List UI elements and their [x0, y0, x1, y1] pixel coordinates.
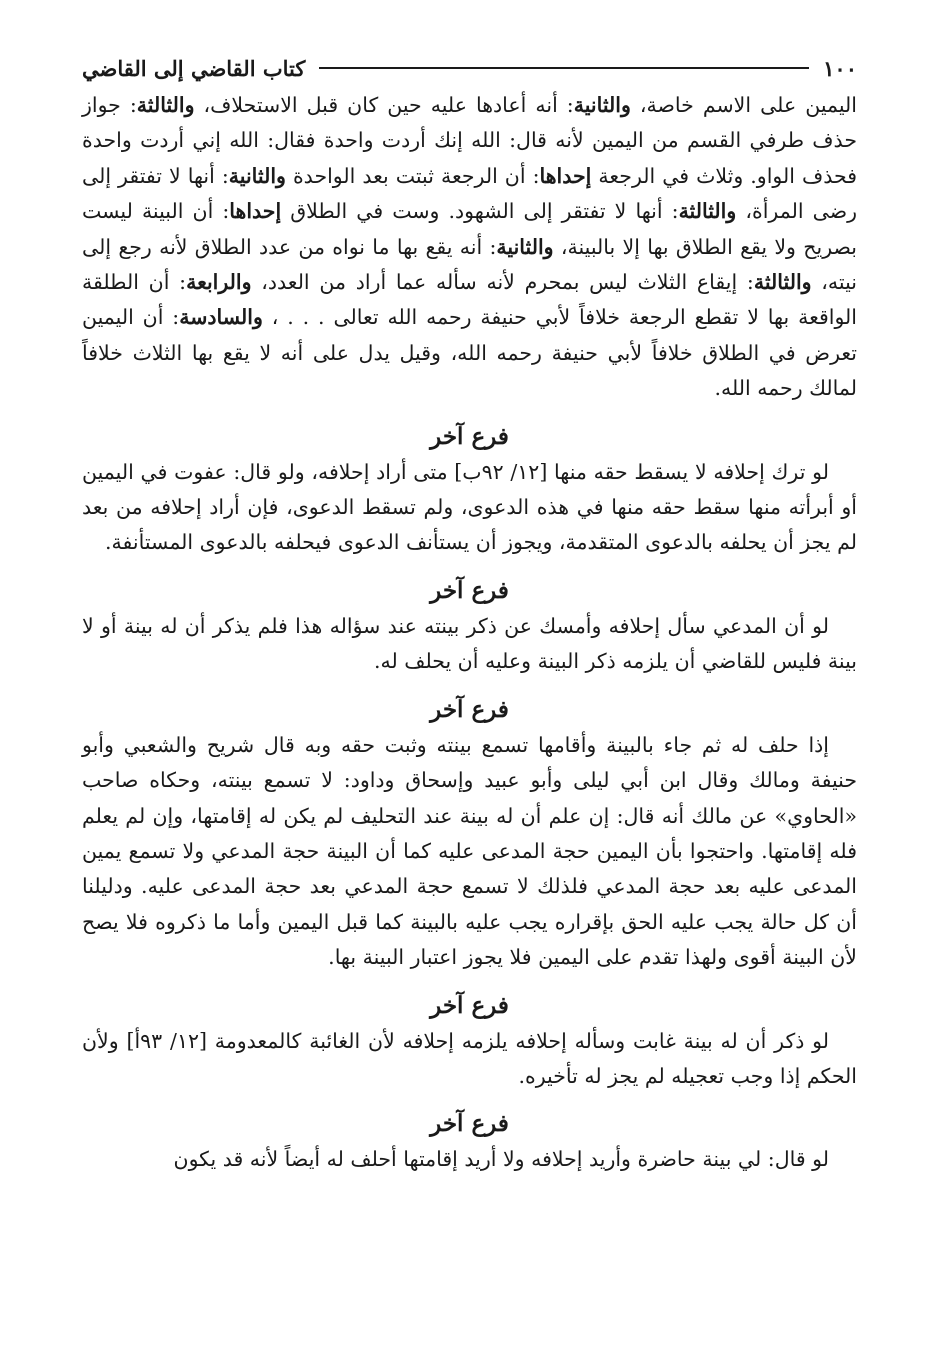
intro-text: : أنه يقع بها ما نواه من عدد الطلاق لأنه رجع إلى نيته، — [82, 234, 857, 295]
intro-text: : أن الرجعة ثبتت بعد الواحدة — [285, 163, 540, 188]
intro-bold-term: والثانية — [496, 234, 554, 259]
intro-bold-term: والثالثة — [136, 93, 195, 117]
intro-text: : إيقاع الثلاث ليس بمحرم لأنه سأله عما أراد من العدد، — [251, 270, 754, 295]
section-heading: فرع آخر — [430, 422, 509, 450]
section-paragraph: لو قال: لي بينة حاضرة وأريد إحلافه ولا أريد إقامتها أحلف له أيضاً لأنه قد يكون — [173, 1147, 829, 1172]
intro-bold-term: إحداها — [229, 199, 282, 224]
running-title: كتاب القاضي إلى القاضي — [82, 55, 306, 81]
intro-bold-term: والرابعة — [186, 270, 252, 295]
intro-bold-term: والثالثة — [753, 270, 812, 295]
section-paragraph: لو أن المدعي سأل إحلافه وأمسك عن ذكر بينته عند سؤاله هذا فلم يذكر أن له بينة أو لا بينة فليس للقاضي أن يلزمه ذكر البينة وعليه أن يحلف له. — [82, 613, 857, 674]
page-number: ١٠٠ — [823, 55, 857, 81]
intro-paragraph — [82, 88, 857, 407]
header-rule — [319, 67, 809, 69]
intro-text: : أنها لا تفتقر إلى الشهود. وست في الطلاق — [281, 199, 679, 224]
page-header — [82, 48, 857, 88]
intro-text: : أن اليمين تعرض في الطلاق خلافاً لأبي حنيفة رحمه الله، وقيل يدل على أنه لا يقع بها الثلاث خلافاً لمالك رحمه الله. — [82, 305, 857, 401]
intro-text: اليمين على الاسم خاصة، — [630, 93, 857, 117]
section-paragraph: إذا حلف له ثم جاء بالبينة وأقامها تسمع بينته وثبت حقه وبه قال شريح والشعبي وأبو حنيفة ومالك وقال ابن أبي ليلى وأبو عبيد وإسحاق وداود: لا تسمع بينته، وحكاه صاحب «الحاوي» عن مالك أنه قال: إن علم أن له بينة عند التحليف لم يكن له إقامتها، وإن لم يعلم فله إقامتها. واحتجوا بأن اليمين حجة المدعى عليه كما أن البينة حجة المدعي ولا تسمع يمين المدعى عليه بعد حجة المدعي فلذلك لا تسمع حجة المدعي بعد حجة المدعى عليه. ودليلنا أن كل حالة يجب عليه الحق بإقراره يجب عليه بالبينة كما قبل اليمين وأما ما ذكروه فلا يصح لأن البينة أقوى ولهذا تقدم على اليمين فلا يجوز اعتبار البينة بها. — [82, 732, 857, 970]
section-paragraph: لو ترك إحلافه لا يسقط حقه منها [١٢/ ٩٢ب] متى أراد إحلافه، ولو قال: عفوت في اليمين أو أبرأته منها سقط حقه منها في هذه الدعوى، ولم تسقط الدعوى، فإن أراد إحلافه من بعد لم يجز أن يحلفه بالدعوى المتقدمة، ويجوز أن يستأنف الدعوى فيحلفه بالدعوى المستأنفة. — [82, 459, 857, 555]
intro-bold-term: والثانية — [228, 163, 286, 188]
book-page — [82, 48, 857, 1351]
intro-bold-term: إحداها — [539, 163, 592, 188]
section-heading: فرع آخر — [430, 576, 509, 604]
section-heading: فرع آخر — [430, 991, 509, 1019]
intro-bold-term: والسادسة — [179, 305, 263, 330]
section-paragraph: لو ذكر أن له بينة غابت وسأله إحلافه يلزمه إحلافه لأن الغائبة كالمعدومة [١٢/ ٩٣أ] ولأن الحكم إذا وجب تعجيله لم يجز له تأخيره. — [82, 1028, 857, 1088]
intro-text: : أن الطلقة الواقعة بها لا تقطع الرجعة خلافاً لأبي حنيفة رحمه الله تعالى . . . ، — [82, 270, 857, 330]
section-heading: فرع آخر — [430, 1110, 509, 1138]
intro-bold-term: والثالثة — [678, 199, 737, 224]
intro-text: : جواز حذف طرفي القسم من اليمين لأنه قال: الله إنك أردت واحدة فقال: الله إني أردت واحدة فحذف الواو. وثلاث في الرجعة — [82, 93, 857, 188]
intro-bold-term: والثانية — [573, 93, 631, 117]
intro-text: : أن البينة ليست بصريح ولا يقع الطلاق بها إلا بالبينة، — [82, 199, 857, 259]
section-heading: فرع آخر — [430, 695, 509, 723]
intro-text: : أنها لا تفتقر إلى رضى المرأة، — [82, 163, 857, 224]
intro-text: : أنه أعادها عليه حين كان قبل الاستحلاف، — [194, 93, 574, 117]
